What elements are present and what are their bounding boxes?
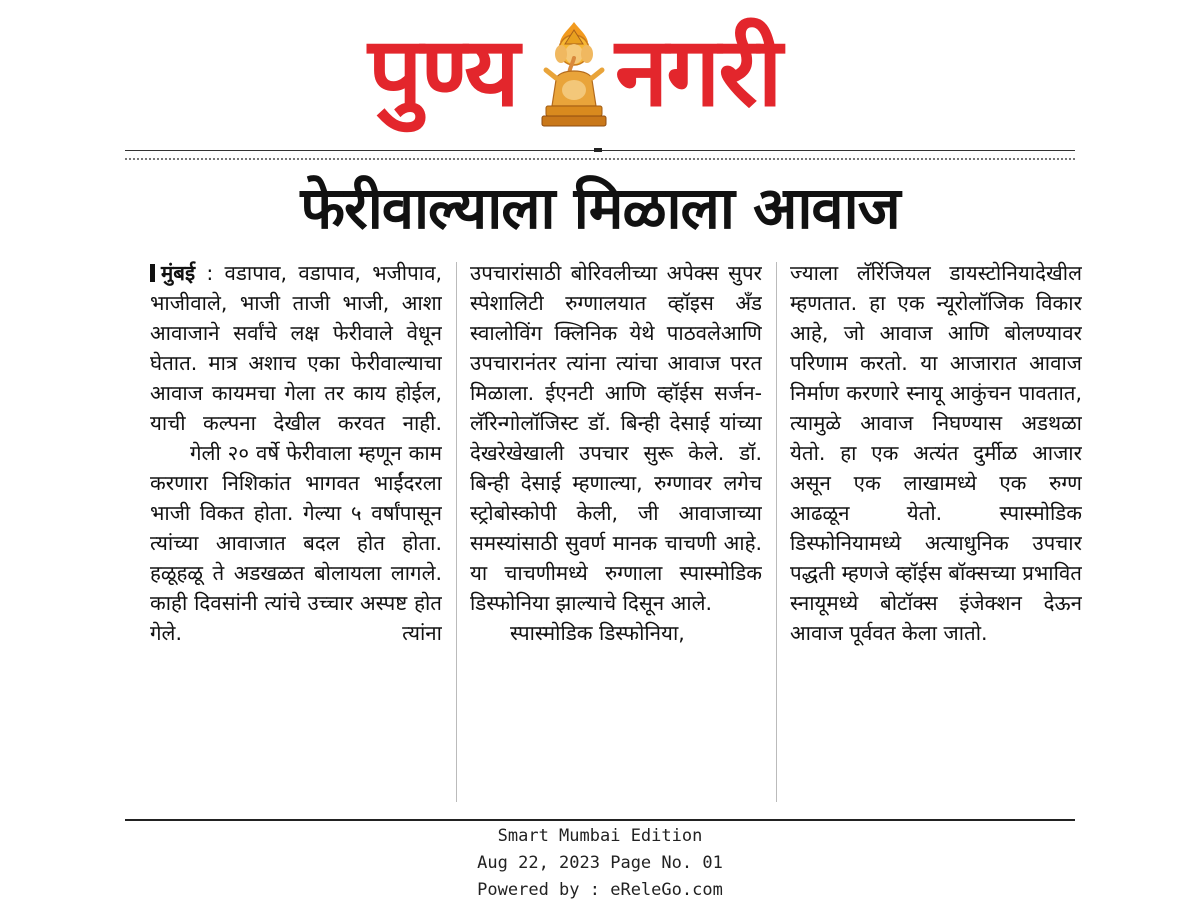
edition-date-page: Aug 22, 2023 Page No. 01 [477,853,723,873]
column-divider-1 [456,262,457,802]
article-column-3 [790,258,1082,810]
column-2-paragraph-2-text: स्पास्मोडिक डिस्फोनिया, [510,621,685,645]
column-1-paragraph-1 [150,258,442,438]
powered-by-link[interactable]: Powered by : eReleGo.com [477,880,723,900]
article-column-1 [150,258,442,810]
edition-name: Smart Mumbai Edition [497,826,703,846]
ganesha-emblem-icon [538,20,610,130]
article-headline: फेरीवाल्याला मिळाला आवाज [300,174,900,242]
article-column-2 [470,258,762,810]
rule-notch [594,148,602,152]
column-1-paragraph-2 [150,438,442,648]
column-2-paragraph-1: उपचारांसाठी बोरिवलीच्या अपेक्स सुपर स्पेशालिटी रुग्णालयात व्हॉइस अँड स्वालोविंग क्लिनिक येथे पाठवलेआणि उपचारानंतर त्यांना त्यांचा आवाज परत मिळाला. ईएनटी आणि व्हॉईस सर्जन- लॅरिन्गोलॉजिस्ट डॉ. बिन्ही देसाई यांच्या देखरेखेखाली उपचार सुरू केले. डॉ. बिन्ही देसाई म्हणाल्या, रुग्णावर लगेच स्ट्रोबोस्कोपी केली, जी आवाजाच्या समस्यांसाठी सुवर्ण मानक चाचणी आहे. या चाचणीमध्ये रुग्णाला स्पास्मोडिक डिस्फोनिया झाल्याचे दिसून आले. [470,261,762,615]
logo-right-word: नगरी [615,16,781,128]
dotted-divider [125,158,1075,160]
footer-rule [125,819,1075,821]
lead-text: : वडापाव, वडापाव, भजीपाव, भाजीवाले, भाजी ताजी भाजी, आशा आवाजाने सर्वांचे लक्ष फेरीवाले वेधून घेतात. मात्र अशाच एका फेरीवाल्याचा आवाज कायमचा गेला तर काय होईल, याची कल्पना देखील करवत नाही. [150,261,442,435]
edition-footer [0,823,1200,904]
column-2-paragraph-2 [470,618,762,648]
column-divider-2 [776,262,777,802]
logo-left-word: पुण्य [368,16,518,128]
masthead [0,8,1200,138]
column-3-paragraph-1: ज्याला लॅरिंजियल डायस्टोनियादेखील म्हणतात. हा एक न्यूरोलॉजिक विकार आहे, जो आवाज आणि बोलण्यावर परिणाम करतो. या आजारात आवाज निर्माण करणारे स्नायू आकुंचन पावतात, त्यामुळे आवाज निघण्यास अडथळा येतो. हा एक अत्यंत दुर्मीळ आजार असून एक लाखामध्ये एक रुग्ण आढळून येतो. स्पास्मोडिक डिस्फोनियामध्ये अत्याधुनिक उपचार पद्धती म्हणजे व्हॉईस बॉक्सच्या प्रभावित स्नायूमध्ये बोटॉक्स इंजेक्शन देऊन आवाज पूर्ववत केला जातो. [790,261,1082,645]
column-1-paragraph-2-text: गेली २० वर्षे फेरीवाला म्हणून काम करणारा निशिकांत भागवत भाईंदरला भाजी विकत होता. गेल्या ५ वर्षांपासून त्यांच्या आवाजात बदल होत होता. हळूहळू ते अडखळत बोलायला लागले. काही दिवसांनी त्यांचे उच्चार अस्पष्ट होत गेले. त्यांना [150,441,442,645]
dateline-marker [150,264,155,282]
dateline: मुंबई [161,261,196,285]
